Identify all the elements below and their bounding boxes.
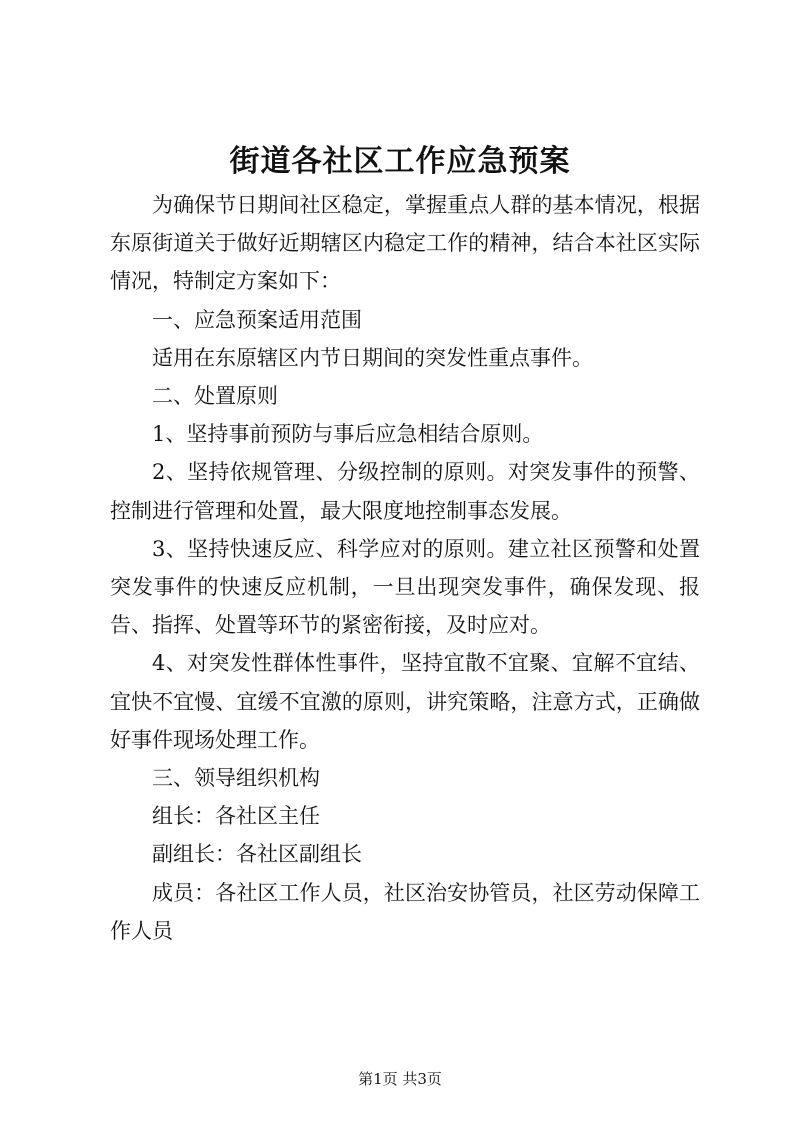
heading-leadership: 三、领导组织机构	[152, 766, 320, 791]
paragraph-principle-1: 1、坚持事前预防与事后应急相结合原则。	[152, 422, 544, 447]
paragraph-members: 成员：各社区工作人员，社区治安协管员，社区劳动保障工作人员	[110, 880, 700, 943]
paragraph-principle-3: 3、坚持快速反应、科学应对的原则。建立社区预警和处置突发事件的快速反应机制，一旦出现突发事件，确保发现、报告、指挥、处置等环节的紧密衔接，及时应对。	[110, 536, 700, 638]
paragraph-principle-2: 2、坚持依规管理、分级控制的原则。对突发事件的预警、控制进行管理和处置，最大限度地控制事态发展。	[110, 460, 700, 523]
paragraph-intro: 为确保节日期间社区稳定，掌握重点人群的基本情况，根据东原街道关于做好近期辖区内稳定工作的精神，结合本社区实际情况，特制定方案如下：	[110, 193, 700, 294]
heading-principles: 二、处置原则	[152, 384, 278, 409]
paragraph-scope: 适用在东原辖区内节日期间的突发性重点事件。	[152, 345, 593, 370]
page-footer: 第1页 共3页	[358, 1070, 442, 1088]
document-body	[110, 186, 700, 950]
paragraph-deputy-leader: 副组长：各社区副组长	[152, 842, 362, 867]
document-title: 街道各社区工作应急预案	[229, 144, 571, 179]
heading-scope: 一、应急预案适用范围	[152, 307, 362, 332]
paragraph-principle-4: 4、对突发性群体性事件，坚持宜散不宜聚、宜解不宜结、宜快不宜慢、宜缓不宜激的原则，讲究策略，注意方式，正确做好事件现场处理工作。	[110, 651, 700, 752]
paragraph-leader: 组长：各社区主任	[152, 804, 320, 829]
